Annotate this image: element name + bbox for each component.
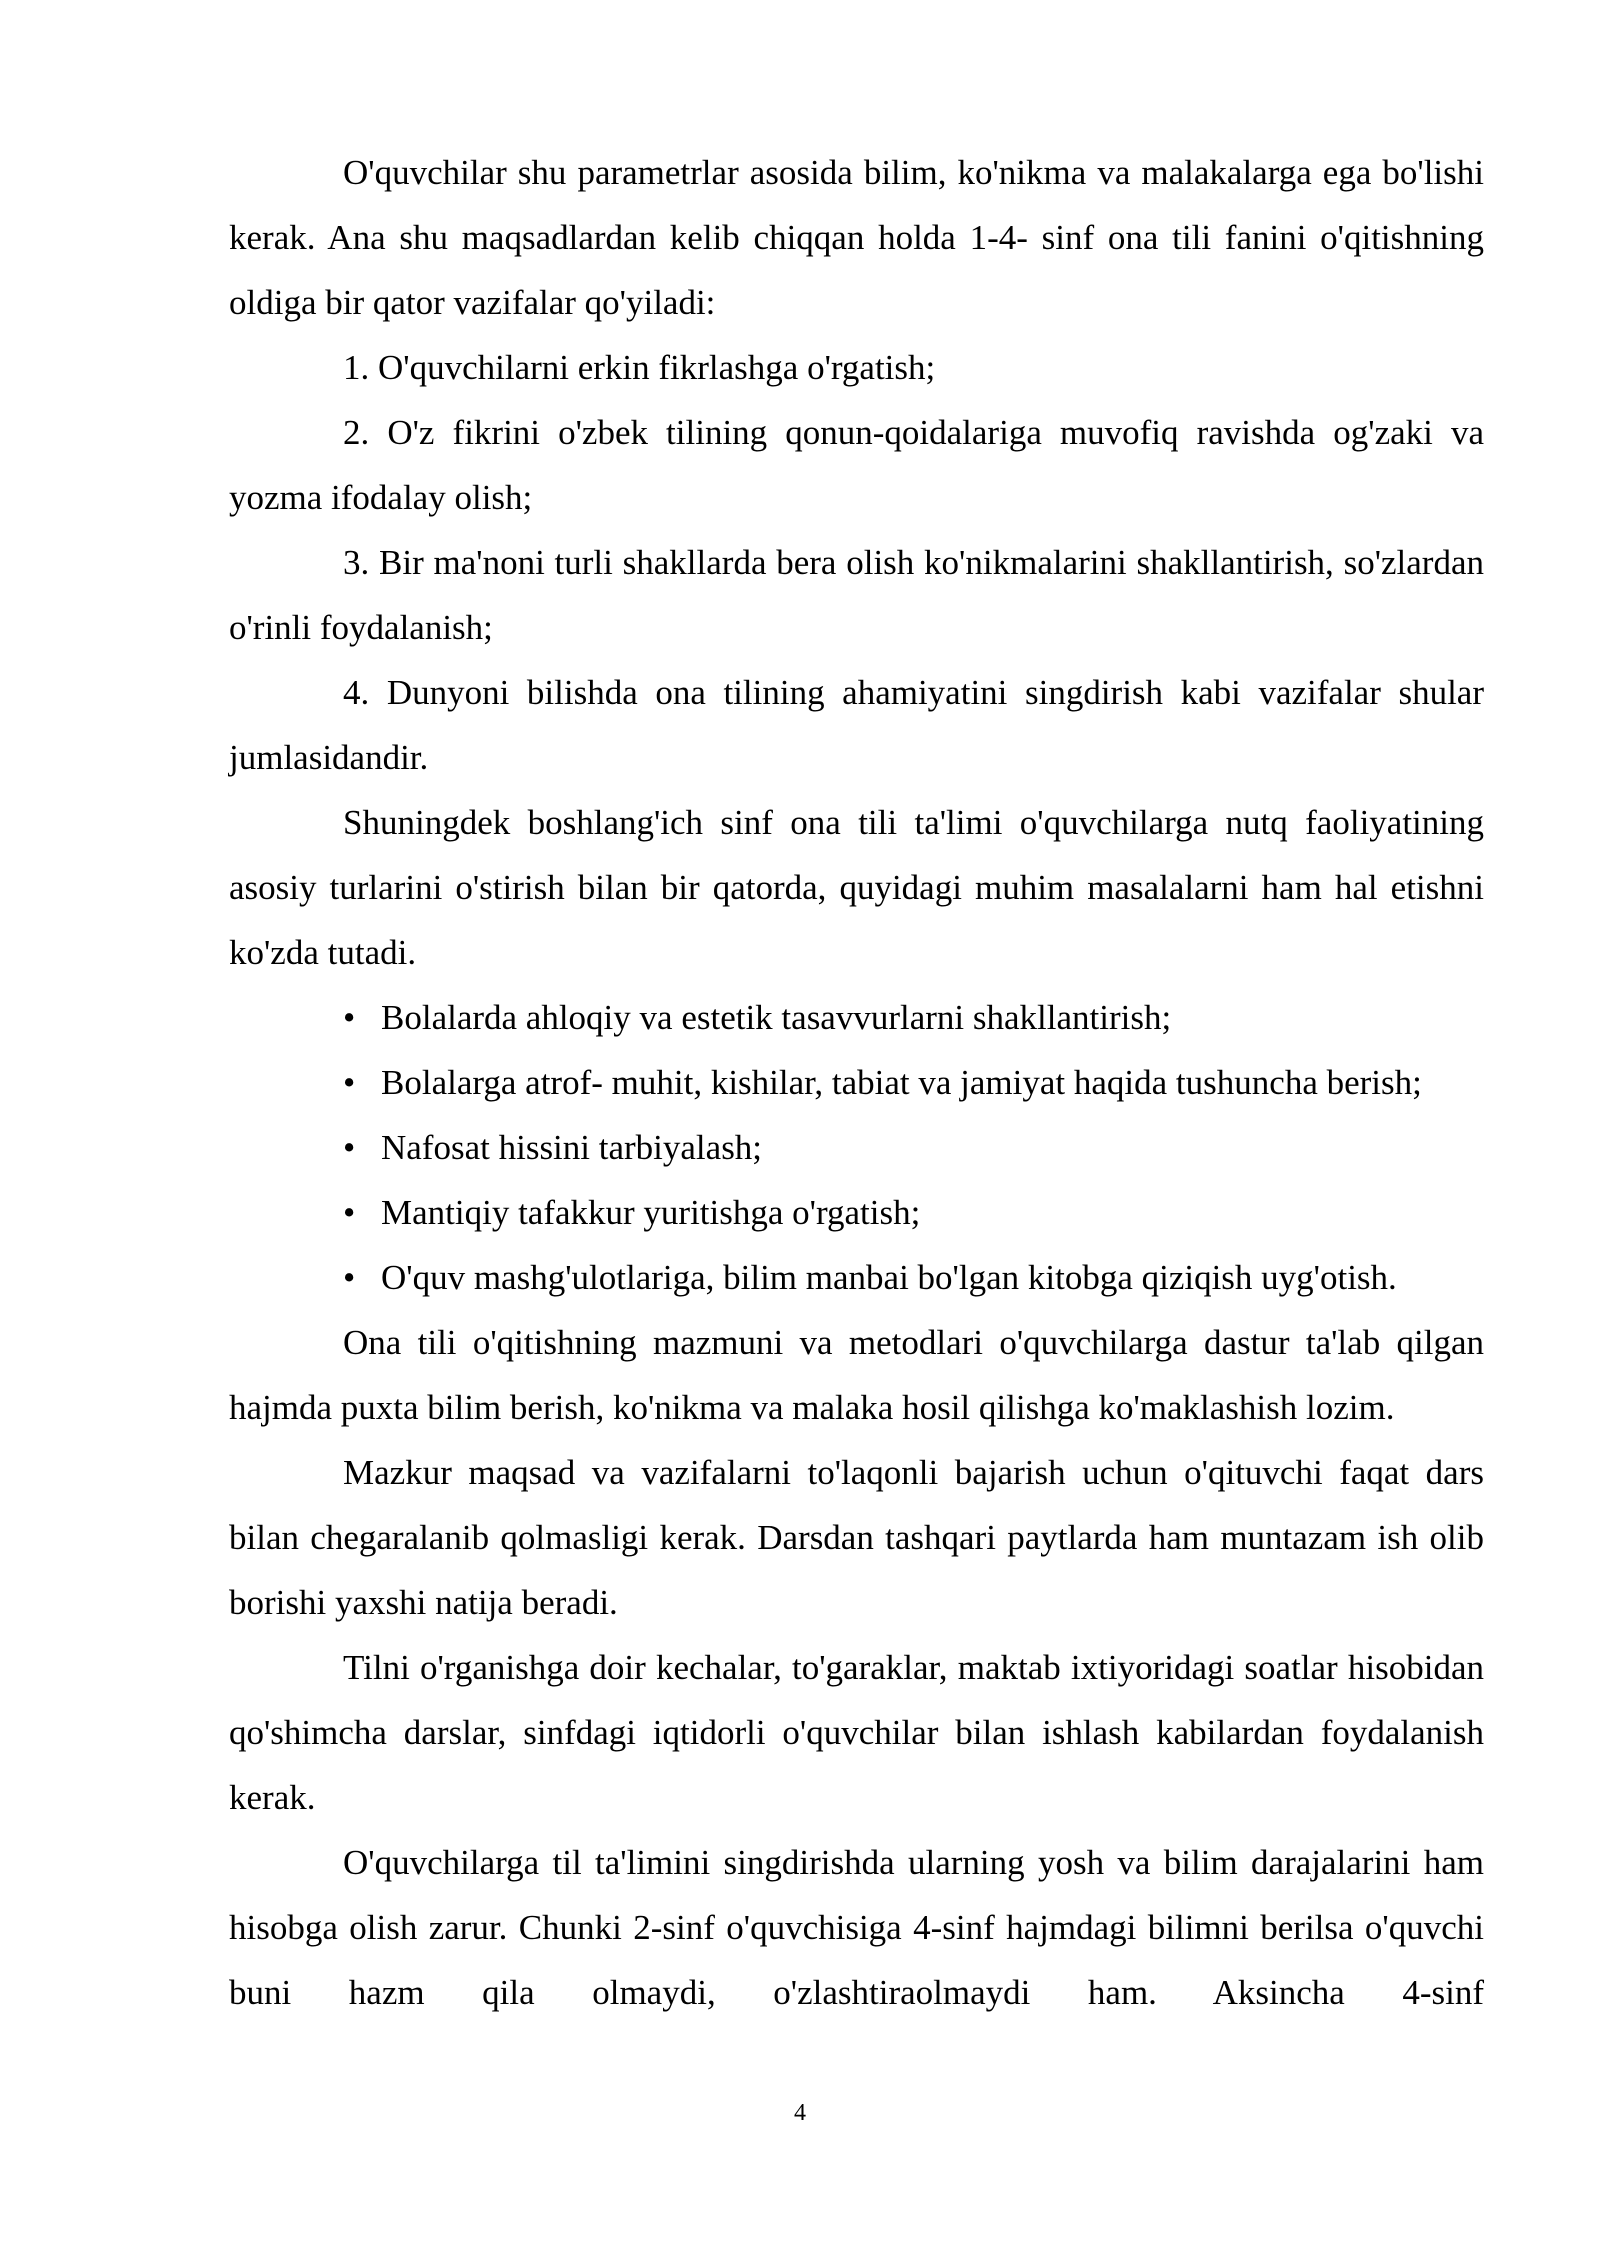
bullet-icon: • — [343, 998, 356, 1037]
bullet-item — [229, 1115, 1484, 1180]
bullet-text: O'quv mashg'ulotlariga, bilim manbai bo'lgan kitobga qiziqish uyg'otish. — [381, 1258, 1397, 1297]
numbered-item-4: 4. Dunyoni bilishda ona tilining ahamiyatini singdirish kabi vazifalar shular jumlasidandir. — [229, 673, 1484, 777]
bullet-item — [229, 1050, 1484, 1115]
bullet-text: Bolalarda ahloqiy va estetik tasavvurlarni shakllantirish; — [381, 998, 1172, 1037]
page-number: 4 — [794, 2100, 806, 2126]
paragraph-4: Mazkur maqsad va vazifalarni to'laqonli bajarish uchun o'qituvchi faqat dars bilan chegaralanib qolmasligi kerak. Darsdan tashqari paytlarda ham muntazam ish olib borishi yaxshi natija beradi. — [229, 1453, 1484, 1622]
bullet-text: Bolalarga atrof- muhit, kishilar, tabiat va jamiyat haqida tushuncha berish; — [381, 1063, 1422, 1102]
bullet-icon: • — [343, 1128, 356, 1167]
bullet-item — [229, 1245, 1484, 1310]
bullet-text: Nafosat hissini tarbiyalash; — [381, 1128, 763, 1167]
bullet-icon: • — [343, 1063, 356, 1102]
paragraph-5: Tilni o'rganishga doir kechalar, to'garaklar, maktab ixtiyoridagi soatlar hisobidan qo'shimcha darslar, sinfdagi iqtidorli o'quvchilar bilan ishlash kabilardan foydalanish kerak. — [229, 1648, 1484, 1817]
bullet-text: Mantiqiy tafakkur yuritishga o'rgatish; — [381, 1193, 921, 1232]
paragraph-3: Ona tili o'qitishning mazmuni va metodlari o'quvchilarga dastur ta'lab qilgan hajmda puxta bilim berish, ko'nikma va malaka hosil qilishga ko'maklashish lozim. — [229, 1323, 1484, 1427]
bullet-icon: • — [343, 1193, 356, 1232]
bullet-item — [229, 985, 1484, 1050]
numbered-item-3: 3. Bir ma'noni turli shakllarda bera olish ko'nikmalarini shakllantirish, so'zlardan o'rinli foydalanish; — [229, 543, 1484, 647]
bullet-icon: • — [343, 1258, 356, 1297]
numbered-item-2: 2. O'z fikrini o'zbek tilining qonun-qoidalariga muvofiq ravishda og'zaki va yozma ifodalay olish; — [229, 413, 1484, 517]
page-body — [229, 140, 1484, 2025]
paragraph-1: O'quvchilar shu parametrlar asosida bilim, ko'nikma va malakalarga ega bo'lishi kerak. Ana shu maqsadlardan kelib chiqqan holda 1-4- sinf ona tili fanini o'qitishning oldiga bir qator vazifalar qo'yiladi: — [229, 153, 1484, 322]
bullet-item — [229, 1180, 1484, 1245]
numbered-item-1: 1. O'quvchilarni erkin fikrlashga o'rgatish; — [343, 348, 936, 387]
paragraph-2: Shuningdek boshlang'ich sinf ona tili ta'limi o'quvchilarga nutq faoliyatining asosiy turlarini o'stirish bilan bir qatorda, quyidagi muhim masalalarni ham hal etishni ko'zda tutadi. — [229, 803, 1484, 972]
paragraph-6: O'quvchilarga til ta'limini singdirishda ularning yosh va bilim darajalarini ham hisobga olish zarur. Chunki 2-sinf o'quvchisiga 4-sinf hajmdagi bilimni berilsa o'quvchi buni hazm qila olmaydi, o'zlashtiraolmaydi ham. Aksincha 4-sinf — [229, 1843, 1484, 2012]
